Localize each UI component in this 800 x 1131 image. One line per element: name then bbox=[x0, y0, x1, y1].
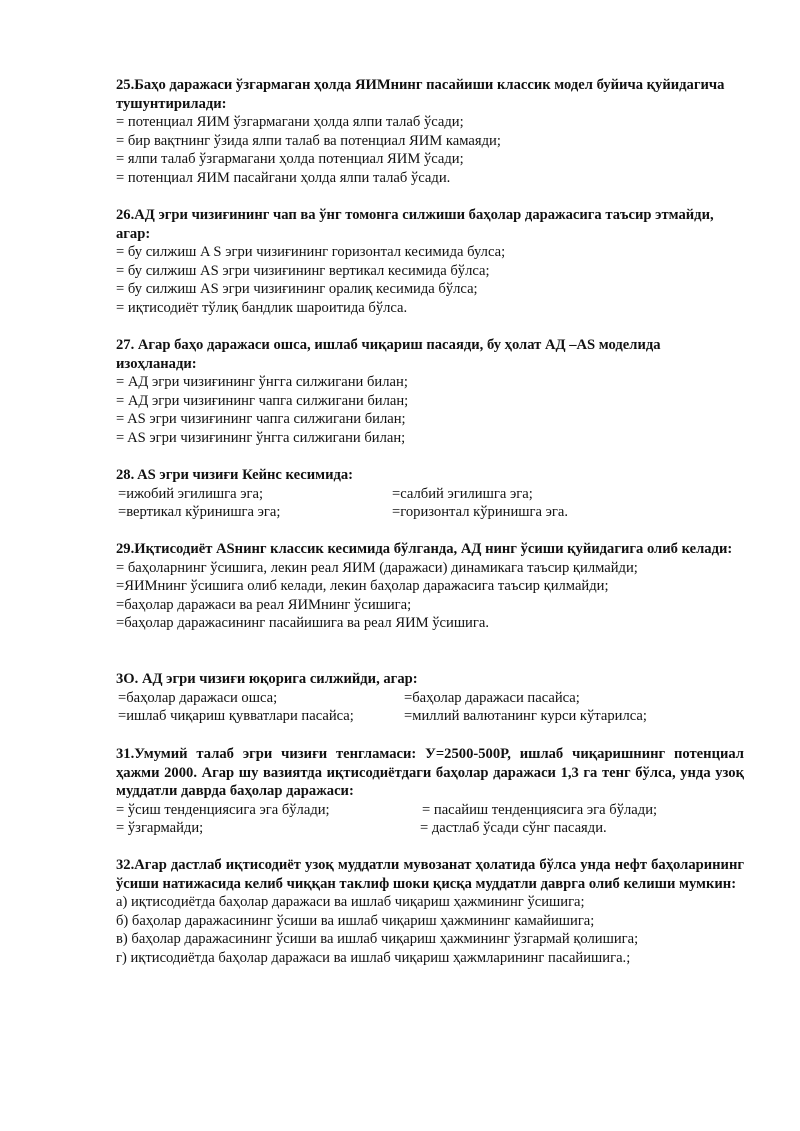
question-title: 32.Агар дастлаб иқтисодиёт узоқ муддатли мувозанат ҳолатида бўлса унда нефт баҳоларининг ўсиши натижасида келиб чиққан таклиф шоки қисқа муддатли даврга олиб келиши мумкин: bbox=[116, 857, 744, 892]
answer-option: = AS эгри чизиғининг ўнгга силжигани билан; bbox=[116, 429, 406, 446]
answer-option: в) баҳолар даражасининг ўсиши ва ишлаб чиқариш ҳажмининг ўзгармай қолишига; bbox=[116, 931, 639, 948]
answer-row bbox=[116, 707, 744, 726]
answer-row bbox=[116, 801, 744, 820]
answer-option: =салбий эгилишга эга; bbox=[392, 485, 533, 502]
question-title: 25.Баҳо даражаси ўзгармаган ҳолда ЯИМнинг пасайиши классик модел буйича қуйидагича тушунтирилади: bbox=[116, 77, 725, 112]
question-32 bbox=[116, 856, 744, 968]
answer-option: = АД эгри чизиғининг чапга силжигани билан; bbox=[116, 392, 409, 409]
answer-option: = ўзгармайди; bbox=[116, 820, 204, 837]
answer-option: =ижобий эгилишга эга; bbox=[118, 485, 264, 502]
answer-option: = бир вақтнинг ўзида ялпи талаб ва потенциал ЯИМ камаяди; bbox=[116, 132, 501, 149]
answer-option: = ўсиш тенденциясига эга бўлади; bbox=[116, 801, 330, 818]
answer-row bbox=[116, 689, 744, 708]
answer-row bbox=[116, 819, 744, 838]
question-25 bbox=[116, 76, 744, 188]
answer-option: = пасайиш тенденциясига эга бўлади; bbox=[422, 801, 658, 818]
answer-option: = баҳоларнинг ўсишига, лекин реал ЯИМ (даражаси) динамикага таъсир қилмайди; bbox=[116, 559, 638, 576]
answer-option: = дастлаб ўсади сўнг пасаяди. bbox=[420, 820, 607, 837]
answer-option: = бу силжиш AS эгри чизиғининг оралиқ кесимида бўлса; bbox=[116, 281, 478, 298]
question-26 bbox=[116, 206, 744, 318]
question-title: 27. Агар баҳо даражаси ошса, ишлаб чиқариш пасаяди, бу ҳолат АД –AS моделида изоҳланади: bbox=[116, 337, 661, 372]
answer-row bbox=[116, 503, 744, 522]
answer-option: = бу силжиш A S эгри чизиғининг горизонтал кесимида булса; bbox=[116, 244, 506, 261]
answer-option: =горизонтал кўринишга эга. bbox=[392, 504, 568, 521]
answer-option: = иқтисодиёт тўлиқ бандлик шароитида бўлса. bbox=[116, 299, 408, 316]
answer-option: = АД эгри чизиғининг ўнгга силжигани билан; bbox=[116, 374, 408, 391]
question-31 bbox=[116, 745, 744, 838]
answer-option: = потенциал ЯИМ пасайгани ҳолда ялпи талаб ўсади. bbox=[116, 169, 451, 186]
question-title: 28. AS эгри чизиғи Кейнс кесимида: bbox=[116, 467, 354, 483]
answer-option: = ялпи талаб ўзгармагани ҳолда потенциал ЯИМ ўсади; bbox=[116, 151, 464, 168]
question-title: 29.Иқтисодиёт ASнинг классик кесимида бўлганда, АД нинг ўсиши қуйидагига олиб келади: bbox=[116, 541, 733, 557]
question-title: 31.Умумий талаб эгри чизиғи тенгламаси: У=2500-500Р, ишлаб чиқаришнинг потенциал ҳажми 2000. Агар шу вазиятда иқтисодиётдаги баҳолар даражаси 1,3 га тенг бўлса, унда узоқ муддатли даврда баҳолар даражаси: bbox=[116, 746, 744, 800]
question-30 bbox=[116, 670, 744, 726]
answer-option: = бу силжиш AS эгри чизиғининг вертикал кесимида бўлса; bbox=[116, 262, 490, 279]
answer-option: б) баҳолар даражасининг ўсиши ва ишлаб чиқариш ҳажмининг камайишига; bbox=[116, 912, 595, 929]
answer-option: =баҳолар даражасининг пасайишига ва реал ЯИМ ўсишига. bbox=[116, 615, 489, 632]
question-title: 26.АД эгри чизиғининг чап ва ўнг томонга силжиши баҳолар даражасига таъсир этмайди, агар: bbox=[116, 207, 714, 242]
answer-option: г) иқтисодиётда баҳолар даражаси ва ишлаб чиқариш ҳажмларининг пасайишига.; bbox=[116, 949, 631, 966]
answer-option: =баҳолар даражаси ошса; bbox=[118, 689, 278, 706]
answer-option: =вертикал кўринишга эга; bbox=[118, 504, 281, 521]
question-title: 3О. АД эгри чизиғи юқорига силжийди, агар: bbox=[116, 671, 418, 687]
answer-option: =ЯИМнинг ўсишига олиб келади, лекин баҳолар даражасига таъсир қилмайди; bbox=[116, 578, 609, 595]
answer-option: =баҳолар даражаси пасайса; bbox=[404, 689, 580, 706]
answer-option: =миллий валютанинг курси кўтарилса; bbox=[404, 708, 647, 725]
answer-row bbox=[116, 485, 744, 504]
question-28 bbox=[116, 466, 744, 522]
answer-option: а) иқтисодиётда баҳолар даражаси ва ишлаб чиқариш ҳажмининг ўсишига; bbox=[116, 894, 585, 911]
question-27 bbox=[116, 336, 744, 448]
answer-option: =ишлаб чиқариш қувватлари пасайса; bbox=[118, 708, 354, 725]
answer-option: = AS эгри чизиғининг чапга силжигани билан; bbox=[116, 411, 406, 428]
answer-option: = потенциал ЯИМ ўзгармагани ҳолда ялпи талаб ўсади; bbox=[116, 114, 464, 131]
question-29 bbox=[116, 540, 744, 633]
answer-option: =баҳолар даражаси ва реал ЯИМнинг ўсишига; bbox=[116, 596, 412, 613]
